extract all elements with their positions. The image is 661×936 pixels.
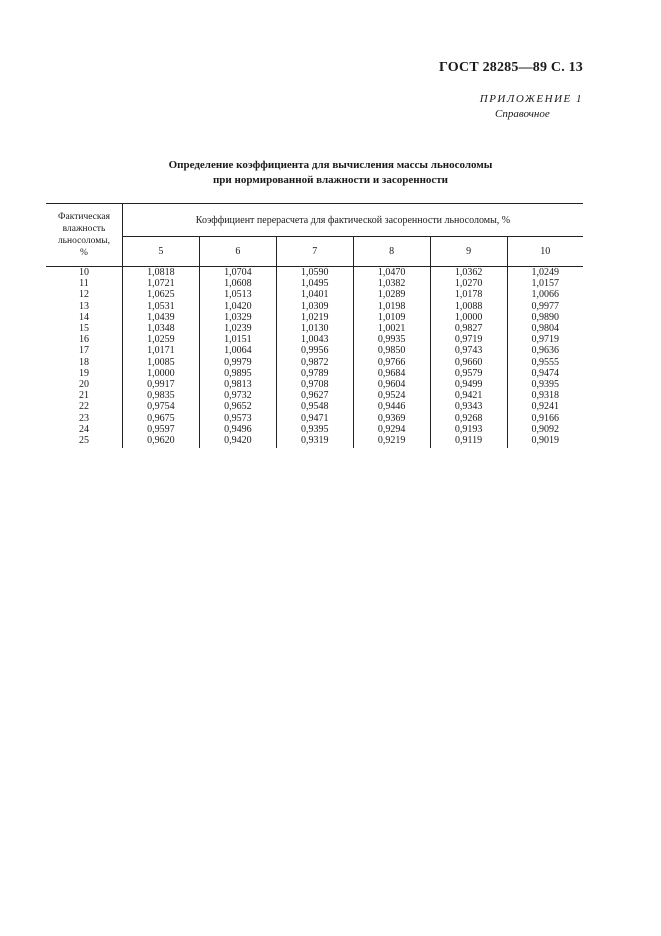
table-cell: 12	[78, 289, 89, 301]
table-cell: 24	[78, 423, 89, 435]
table-cell: 1,0608	[224, 278, 252, 290]
table-cell: 0,9395	[531, 379, 560, 391]
coefficient-column	[507, 267, 583, 449]
table-cell: 0,9732	[224, 390, 252, 402]
table-cell: 10	[78, 267, 89, 278]
table-cell: 1,0151	[224, 334, 252, 346]
table-cell: 1,0219	[301, 311, 329, 323]
table-title-line: Определение коэффициента для вычисления массы льносоломы	[168, 159, 493, 171]
appendix-title: ПРИЛОЖЕНИЕ 1	[479, 93, 583, 105]
table-cell: 0,9604	[377, 379, 406, 391]
table-cell: 0,9804	[531, 323, 560, 335]
table-cell: 23	[78, 412, 89, 424]
table-cell: 1,0043	[301, 334, 329, 346]
table-cell: 0,9835	[147, 390, 175, 402]
table-cell: 20	[78, 379, 89, 391]
table-cell: 0,9474	[531, 367, 560, 379]
column-header: 10	[507, 237, 583, 267]
coefficient-column	[430, 267, 507, 449]
table-title-line: при нормированной влажности и засоренности	[212, 174, 449, 186]
table-cell: 25	[78, 435, 89, 447]
table-cell: 1,0171	[147, 345, 175, 357]
table-cell: 0,9019	[531, 435, 560, 447]
table-cell: 1,0420	[224, 300, 252, 312]
table-cell: 0,9421	[454, 390, 483, 402]
table-cell: 1,0382	[377, 278, 406, 290]
table-cell: 1,0818	[147, 267, 175, 278]
table-cell: 0,9166	[531, 412, 560, 424]
table-cell: 1,0085	[147, 356, 175, 368]
coefficient-column	[276, 267, 353, 449]
column-header: 7	[276, 237, 353, 267]
table-cell: 1,0289	[377, 289, 406, 301]
table-cell: 1,0064	[224, 345, 252, 357]
table-cell: 0,9319	[301, 435, 329, 447]
table-cell: 16	[78, 334, 89, 346]
table-cell: 1,0249	[531, 267, 560, 278]
coefficient-column	[122, 267, 199, 449]
coefficient-column	[353, 267, 430, 449]
table-cell: 0,9850	[377, 345, 406, 357]
table-cell: 0,9827	[454, 323, 483, 335]
table-cell: 1,0470	[377, 267, 406, 278]
table-cell: 1,0259	[147, 334, 175, 346]
table-cell: 0,9092	[531, 423, 560, 435]
row-header-line: %	[80, 248, 88, 258]
row-header-line: влажность	[62, 224, 106, 234]
table-cell: 1,0109	[377, 311, 406, 323]
table-cell: 1,0531	[147, 300, 175, 312]
table-cell: 1,0513	[224, 289, 252, 301]
table-cell: 0,9294	[377, 423, 406, 435]
table-cell: 0,9548	[301, 401, 329, 413]
table-cell: 13	[78, 300, 89, 312]
table-cell: 1,0590	[301, 267, 329, 278]
table-cell: 0,9660	[454, 356, 483, 368]
table-cell: 0,9524	[377, 390, 406, 402]
table-cell: 1,0329	[224, 311, 252, 323]
table-cell: 0,9268	[454, 412, 483, 424]
column-header: 6	[199, 237, 276, 267]
table-cell: 1,0239	[224, 323, 252, 335]
table-cell: 0,9652	[224, 401, 252, 413]
table-cell: 0,9917	[147, 379, 175, 391]
page-header: ГОСТ 28285—89 С. 13	[439, 60, 583, 75]
table-cell: 0,9708	[301, 379, 329, 391]
table-cell: 14	[78, 311, 89, 323]
table-cell: 1,0721	[147, 278, 175, 290]
coefficient-column	[199, 267, 276, 449]
table-cell: 0,9813	[224, 379, 252, 391]
table-cell: 19	[78, 367, 89, 379]
table-cell: 0,9119	[455, 435, 483, 447]
table-cell: 0,9446	[377, 401, 406, 413]
table-cell: 1,0270	[454, 278, 483, 290]
table-cell: 1,0000	[147, 367, 175, 379]
table-cell: 15	[78, 323, 89, 335]
table-cell: 1,0348	[147, 323, 175, 335]
table-cell: 0,9420	[224, 435, 252, 447]
table-cell: 0,9627	[301, 390, 329, 402]
table-cell: 0,9496	[224, 423, 252, 435]
table-cell: 0,9789	[301, 367, 329, 379]
table-cell: 1,0157	[531, 278, 560, 290]
table-cell: 0,9979	[224, 356, 252, 368]
table-cell: 0,9684	[377, 367, 406, 379]
row-header-line: Фактическая	[58, 212, 110, 222]
column-header: 9	[430, 237, 507, 267]
table-cell: 1,0625	[147, 289, 175, 301]
table-cell: 0,9766	[377, 356, 406, 368]
span-header: Коэффициент перерасчета для фактической засоренности льносоломы, %	[122, 204, 583, 237]
row-header	[46, 204, 122, 267]
table-cell: 1,0066	[531, 289, 560, 301]
table-cell: 1,0198	[377, 300, 406, 312]
table-cell: 0,9620	[147, 435, 175, 447]
table-cell: 0,9573	[224, 412, 252, 424]
table-cell: 18	[78, 356, 89, 368]
table-cell: 0,9579	[454, 367, 483, 379]
table-cell: 21	[78, 390, 89, 402]
table-cell: 11	[79, 278, 89, 290]
table-cell: 0,9977	[531, 300, 560, 312]
table-cell: 1,0130	[301, 323, 329, 335]
table-cell: 0,9597	[147, 423, 175, 435]
table-cell: 1,0401	[301, 289, 329, 301]
table-cell: 1,0178	[454, 289, 483, 301]
table-cell: 0,9499	[454, 379, 483, 391]
table-cell: 0,9895	[224, 367, 252, 379]
table-cell: 1,0362	[454, 267, 483, 278]
table-cell: 0,9675	[147, 412, 175, 424]
column-header: 5	[122, 237, 199, 267]
column-header: 8	[353, 237, 430, 267]
appendix-note: Справочное	[495, 108, 550, 120]
table-cell: 0,9219	[377, 435, 406, 447]
table-cell: 0,9890	[531, 311, 560, 323]
table-body-row	[46, 267, 583, 449]
row-header-line: льносоломы,	[57, 236, 111, 246]
table-cell: 0,9743	[454, 345, 483, 357]
table-cell: 0,9369	[377, 412, 406, 424]
table-cell: 22	[78, 401, 89, 413]
table-cell: 1,0309	[301, 300, 329, 312]
table-cell: 1,0704	[224, 267, 252, 278]
table-cell: 0,9555	[531, 356, 560, 368]
table-cell: 1,0021	[377, 323, 406, 335]
table-cell: 0,9471	[301, 412, 329, 424]
table-cell: 0,9719	[454, 334, 483, 346]
table-cell: 0,9343	[454, 401, 483, 413]
table-title	[0, 158, 661, 188]
table-cell: 1,0000	[454, 311, 483, 323]
table-cell: 1,0088	[454, 300, 483, 312]
table-cell: 17	[78, 345, 89, 357]
table-cell: 0,9872	[301, 356, 329, 368]
table-cell: 0,9193	[454, 423, 483, 435]
table-cell: 0,9935	[377, 334, 406, 346]
table-cell: 0,9395	[301, 423, 329, 435]
table-cell: 1,0495	[301, 278, 329, 290]
table-cell: 0,9754	[147, 401, 175, 413]
humidity-column	[46, 267, 122, 449]
table-cell: 0,9636	[531, 345, 560, 357]
table-cell: 0,9719	[531, 334, 560, 346]
table-cell: 1,0439	[147, 311, 175, 323]
table-cell: 0,9956	[301, 345, 329, 357]
table-cell: 0,9318	[531, 390, 560, 402]
coefficient-table	[46, 203, 583, 448]
table-cell: 0,9241	[531, 401, 560, 413]
